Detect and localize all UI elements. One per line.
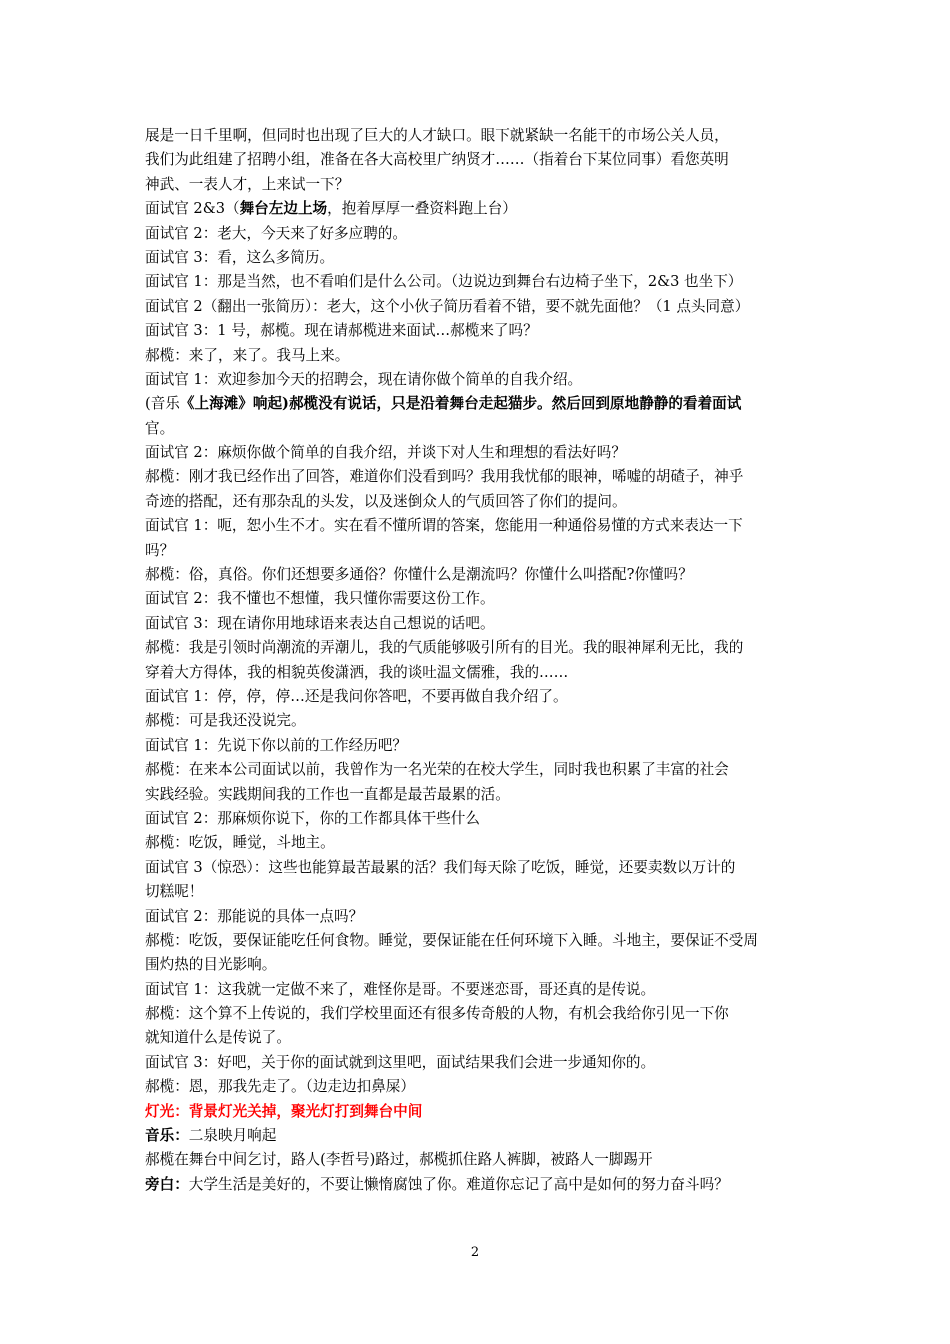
script-line: 郝榄：在来本公司面试以前，我曾作为一名光荣的在校大学生，同时我也积累了丰富的社会 [145, 761, 729, 779]
script-line: 切糕呢！ [145, 883, 204, 901]
text-segment: 二泉映月响起 [188, 1127, 277, 1145]
script-line: 郝榄：吃饭，睡觉，斗地主。 [145, 834, 335, 852]
script-line: 穿着大方得体，我的相貌英俊潇洒，我的谈吐温文儒雅，我的…… [145, 663, 569, 681]
script-line: 郝榄在舞台中间乞讨，路人(李哲号)路过，郝榄抓住路人裤脚，被路人一脚踢开 [145, 1151, 653, 1169]
script-line: 郝榄：吃饭，要保证能吃任何食物。睡觉，要保证能在任何环境下入睡。斗地主，要保证不受周 [145, 931, 758, 949]
script-line: 面试官 2（翻出一张简历）：老大，这个小伙子简历看着不错，要不就先面他？（1 点头同意） [145, 297, 750, 315]
text-segment: (音乐 [145, 395, 180, 413]
script-line: 面试官 2：那麻烦你说下，你的工作都具体干些什么 [145, 809, 480, 827]
bold-segment: 舞台左边上场 [239, 200, 328, 218]
script-line: 面试官 1：这我就一定做不来了，难怪你是哥。不要迷恋哥，哥还真的是传说。 [145, 980, 656, 998]
script-line: 展是一日千里啊，但同时也出现了巨大的人才缺口。眼下就紧缺一名能干的市场公关人员， [145, 127, 729, 144]
script-line: 面试官 2：那能说的具体一点吗？ [145, 907, 364, 925]
script-line: 面试官 1：先说下你以前的工作经历吧？ [145, 736, 408, 754]
script-line: 面试官 2：麻烦你做个简单的自我介绍，并谈下对人生和理想的看法好吗？ [145, 444, 626, 462]
script-line: 郝榄：可是我还没说完。 [145, 712, 306, 730]
script-line: 面试官 2：老大，今天来了好多应聘的。 [145, 224, 408, 242]
script-line: 面试官 3：好吧，关于你的面试就到这里吧，面试结果我们会进一步通知你的。 [145, 1053, 656, 1071]
script-line [145, 197, 807, 221]
script-line: 郝榄：来了，来了。我马上来。 [145, 346, 350, 364]
page-number: 2 [470, 1245, 480, 1260]
script-line [145, 392, 807, 416]
script-line: 奇迹的搭配，还有那杂乱的头发，以及迷倒众人的气质回答了你们的提问。 [145, 492, 627, 510]
script-line: 实践经验。实践期间我的工作也一直都是最苦最累的活。 [145, 785, 510, 803]
stage-direction-highlight: 灯光：背景灯光关掉，聚光灯打到舞台中间 [145, 1102, 423, 1120]
script-line: 围灼热的目光影响。 [145, 956, 277, 974]
text-segment: ，抱着厚厚一叠资料跑上台） [327, 200, 517, 218]
script-line: 面试官 3：1 号，郝榄。现在请郝榄进来面试…郝榄来了吗？ [145, 322, 538, 340]
script-line: 郝榄：恩，那我先走了。（边走边扣鼻屎） [145, 1078, 415, 1096]
script-line: 面试官 3：看，这么多简历。 [145, 248, 335, 266]
script-line: 面试官 2：我不懂也不想懂，我只懂你需要这份工作。 [145, 590, 495, 608]
script-line: 面试官 3：现在请你用地球语来表达自己想说的话吧。 [145, 614, 495, 632]
bold-segment: 旁白： [145, 1175, 189, 1193]
script-line: 我们为此组建了招聘小组，准备在各大高校里广纳贤才……（指着台下某位同事）看您英明 [145, 151, 729, 169]
script-line: 面试官 1：停，停，停…还是我问你答吧，不要再做自我介绍了。 [145, 687, 568, 705]
script-line: 面试官 1：呃，恕小生不才。实在看不懂所谓的答案，您能用一种通俗易懂的方式来表达一下 [145, 517, 743, 535]
script-line: 就知道什么是传说了。 [145, 1029, 291, 1047]
script-line: 郝榄：这个算不上传说的，我们学校里面还有很多传奇般的人物，有机会我给你引见一下你 [145, 1005, 729, 1023]
bold-segment: 《上海滩》响起)郝榄没有说话，只是沿着舞台走起猫步。然后回到原地静静的看着面试 [179, 395, 742, 413]
script-line [145, 1124, 807, 1148]
script-body [145, 124, 807, 1197]
script-line [145, 1100, 807, 1124]
script-line: 官。 [145, 419, 175, 437]
script-line: 郝榄：刚才我已经作出了回答，难道你们没看到吗？我用我忧郁的眼神，唏嘘的胡碴子，神乎 [145, 468, 744, 486]
script-line: 吗？ [145, 541, 175, 559]
script-line: 面试官 3（惊恐）：这些也能算最苦最累的活？我们每天除了吃饭，睡觉，还要卖数以万计的 [145, 858, 736, 876]
script-line: 面试官 1：那是当然，也不看咱们是什么公司。（边说边到舞台右边椅子坐下，2&3 也坐下） [145, 273, 743, 291]
script-line: 郝榄：我是引领时尚潮流的弄潮儿，我的气质能够吸引所有的目光。我的眼神犀利无比，我的 [145, 639, 744, 657]
text-segment: 面试官 2&3（ [145, 200, 240, 218]
text-segment: 大学生活是美好的，不要让懒惰腐蚀了你。难道你忘记了高中是如何的努力奋斗吗？ [188, 1175, 729, 1193]
script-line [145, 1173, 807, 1197]
bold-segment: 音乐： [145, 1127, 189, 1145]
script-line: 郝榄：俗，真俗。你们还想要多通俗？你懂什么是潮流吗？你懂什么叫搭配?你懂吗？ [145, 566, 693, 584]
script-line: 神武、一表人才，上来试一下？ [145, 175, 350, 193]
script-line: 面试官 1：欢迎参加今天的招聘会，现在请你做个简单的自我介绍。 [145, 370, 583, 388]
